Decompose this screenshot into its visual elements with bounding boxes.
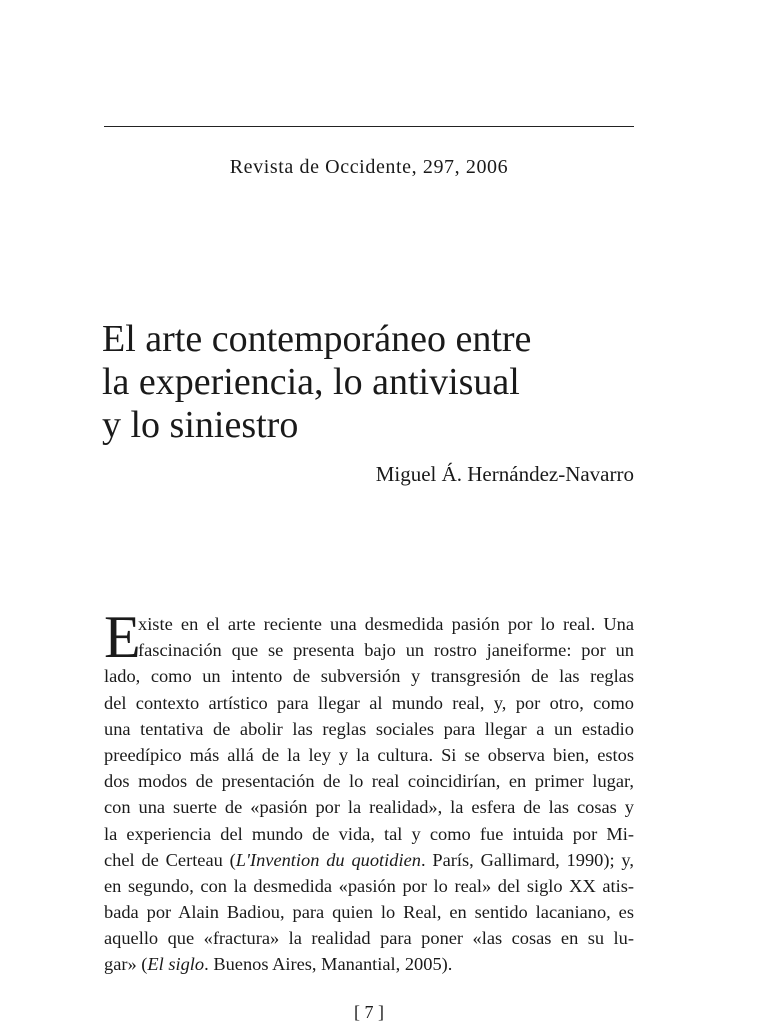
journal-citation: Revista de Occidente, 297, 2006 [229, 156, 509, 178]
article-author: Miguel Á. Hernández-Navarro [375, 462, 634, 486]
body-text-fragment: gar» ( [104, 954, 148, 975]
body-line: una tentativa de abolir las reglas sociales para llegar a un estadio [104, 718, 634, 739]
body-line: aquello que «fractura» la realidad para poner «las cosas en su lu- [104, 928, 634, 949]
body-text-fragment: . París, Gallimard, 1990); y, [420, 849, 635, 870]
body-line: dos modos de presentación de lo real coincidirían, en primer lugar, [104, 771, 634, 792]
book-title-italic: L'Invention du quotidien [235, 849, 421, 870]
page-number: [ 7 ] [354, 1002, 384, 1022]
body-line: bada por Alain Badiou, para quien lo Real, en sentido lacaniano, es [104, 902, 634, 923]
drop-cap: E [104, 604, 141, 670]
body-line: preedípico más allá de la ley y la cultura. Si se observa bien, estos [104, 744, 634, 765]
body-line: del contexto artístico para llegar al mundo real, y, por otro, como [104, 692, 634, 713]
body-line [104, 847, 634, 873]
title-line: y lo siniestro [102, 404, 299, 446]
body-line: en segundo, con la desmedida «pasión por lo real» del siglo XX atis- [104, 875, 634, 896]
body-line: con una suerte de «pasión por la realidad», la esfera de las cosas y [104, 797, 634, 818]
body-line: xiste en el arte reciente una desmedida pasión por lo real. Una [138, 614, 634, 634]
header-rule [104, 126, 634, 127]
title-line: El arte contemporáneo entre [102, 318, 532, 360]
body-line: lado, como un intento de subversión y transgresión de las reglas [104, 666, 634, 687]
body-text-fragment: chel de Certeau ( [104, 849, 236, 870]
article-body [104, 604, 635, 978]
article-title [102, 318, 662, 447]
body-line: la experiencia del mundo de vida, tal y como fue intuida por Mi- [104, 823, 634, 844]
body-line: fascinación que se presenta bajo un rostro janeiforme: por un [138, 640, 634, 661]
book-title-italic: El siglo [147, 954, 205, 975]
body-text-fragment: . Buenos Aires, Manantial, 2005). [204, 954, 453, 975]
title-line: la experiencia, lo antivisual [102, 361, 520, 403]
body-line [104, 951, 634, 977]
